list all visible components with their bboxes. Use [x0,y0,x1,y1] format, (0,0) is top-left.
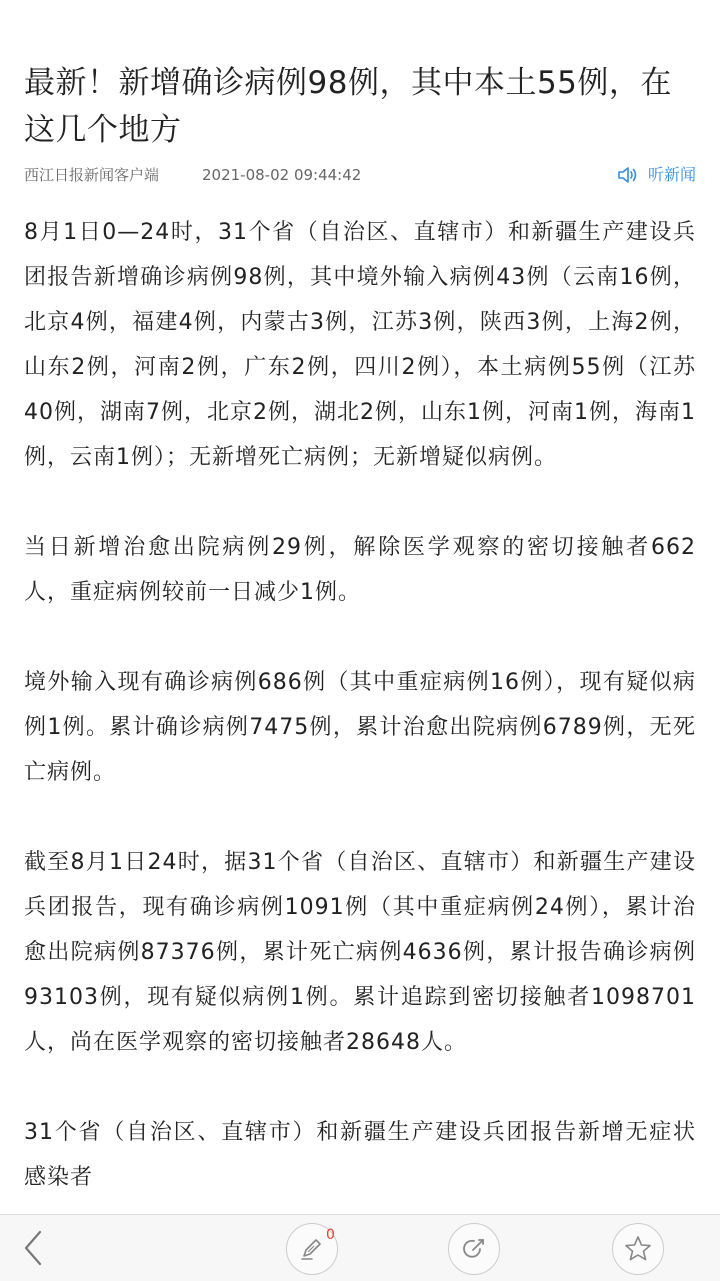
article-title: 最新！新增确诊病例98例，其中本土55例，在这几个地方 [24,65,672,148]
article-paragraph: 31个省（自治区、直辖市）和新疆生产建设兵团报告新增无症状感染者 [24,1120,696,1190]
share-button[interactable] [448,1223,500,1275]
favorite-button[interactable] [612,1223,664,1275]
back-button[interactable] [8,1223,58,1273]
article-paragraph: 当日新增治愈出院病例29例，解除医学观察的密切接触者662人，重症病例较前一日减少1例。 [24,535,696,605]
pen-icon [298,1235,326,1263]
article-paragraph: 8月1日0—24时，31个省（自治区、直辖市）和新疆生产建设兵团报告新增确诊病例98例，其中境外输入病例43例（云南16例，北京4例，福建4例，内蒙古3例，江苏3例，陕西3例，上海2例，山东2例，河南2例，广东2例，四川2例），本土病例55例（江苏40例，湖南7例，北京2例，湖北2例，山东1例，河南1例，海南1例，云南1例）；无新增死亡病例；无新增疑似病例。 [24,220,696,470]
listen-news-label: 听新闻 [647,165,696,184]
star-icon [623,1234,653,1264]
article-source: 西江日报新闻客户端 [24,166,160,184]
back-arrow-icon [18,1228,48,1268]
article-body [24,210,696,1214]
listen-news-button[interactable] [616,162,696,188]
article-paragraph: 截至8月1日24时，据31个省（自治区、直辖市）和新疆生产建设兵团报告，现有确诊病例1091例（其中重症病例24例），累计治愈出院病例87376例，累计死亡病例4636例，累计报告确诊病例93103例，现有疑似病例1例。累计追踪到密切接触者1098701人，尚在医学观察的密切接触者28648人。 [24,850,696,1055]
share-icon [460,1235,488,1263]
comment-count-badge: 0 [326,1227,335,1243]
article-time: 2021-08-02 09:44:42 [202,166,362,184]
speaker-icon [616,163,640,187]
bottom-toolbar [0,1214,720,1281]
article-meta [24,162,700,188]
article-paragraph: 境外输入现有确诊病例686例（其中重症病例16例），现有疑似病例1例。累计确诊病例7475例，累计治愈出院病例6789例，无死亡病例。 [24,670,696,785]
